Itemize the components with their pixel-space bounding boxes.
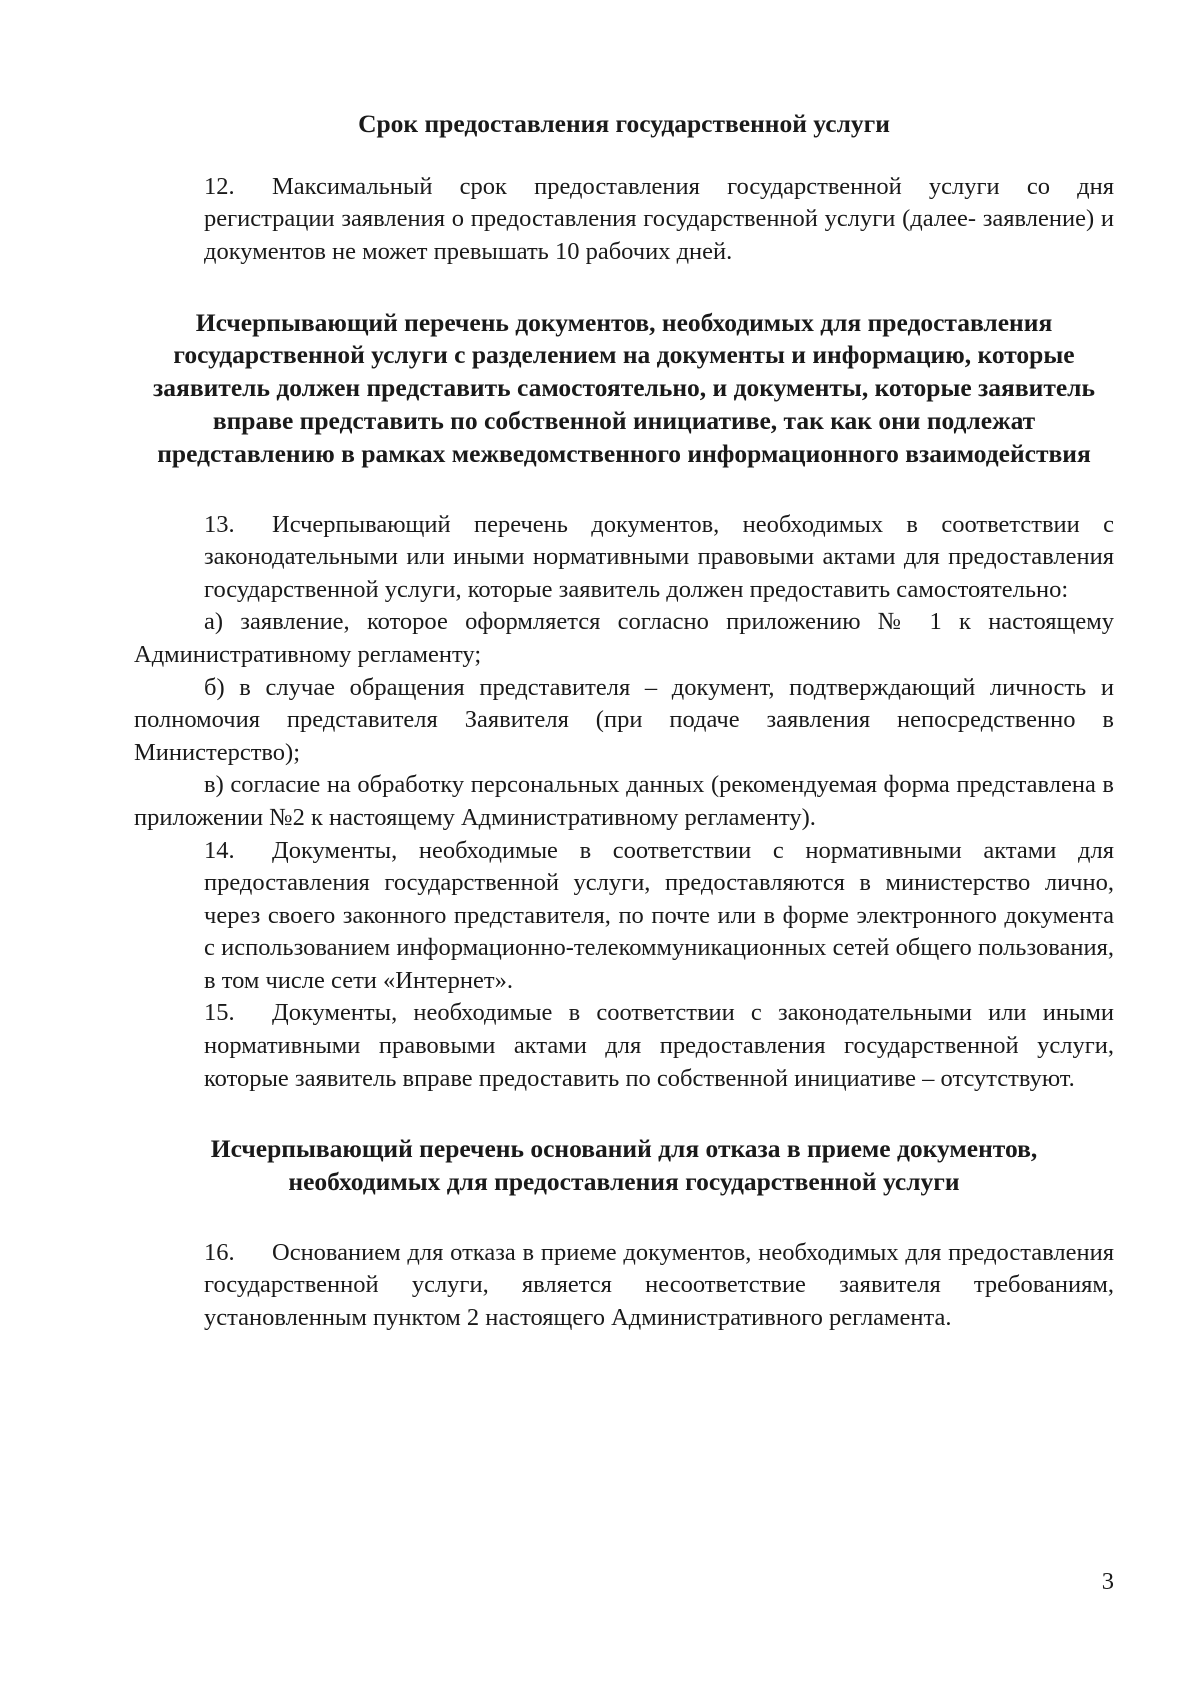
paragraph-number: 13. (204, 510, 235, 538)
paragraph-15 (134, 997, 1114, 1095)
paragraph-number: 12. (204, 172, 235, 200)
paragraph-text: Максимальный срок предоставления государственной услуги со дня регистрации заявления о предоставления государственной услуги (далее- заявление) и документов не может превышать 10 рабочих дней. (204, 172, 1114, 265)
section-heading-term: Срок предоставления государственной услуги (358, 109, 890, 138)
paragraph-number: 14. (204, 836, 235, 864)
paragraph-13 (134, 509, 1114, 607)
paragraph-text: Основанием для отказа в приеме документов, необходимых для предоставления государственной услуги, является несоответствие заявителя требованиям, установленным пунктом 2 настоящего Административного регламента. (204, 1238, 1114, 1332)
page-number: 3 (1101, 1568, 1114, 1595)
subparagraph-13c: в) согласие на обработку персональных данных (рекомендуемая форма представлена в приложении №2 к настоящему Административному регламенту). (134, 771, 1114, 831)
paragraph-16 (134, 1237, 1114, 1335)
subparagraph-13b: б) в случае обращения представителя – документ, подтверждающий личность и полномочия представителя Заявителя (при подаче заявления непосредственно в Министерство); (134, 673, 1114, 766)
section-heading-refusal: Исчерпывающий перечень оснований для отказа в приеме документов, необходимых для предоставления государственной услуги (210, 1134, 1038, 1197)
section-heading-documents: Исчерпывающий перечень документов, необходимых для предоставления государственной услуги с разделением на документы и информацию, которые заявитель должен представить самостоятельно, и документы, которые заявитель вправе представить по собственной инициативе, так как они подлежат представлению в рамках межведомственного информационного взаимодействия (153, 307, 1095, 468)
paragraph-number: 16. (204, 1238, 235, 1266)
paragraph-text: Документы, необходимые в соответствии с нормативными актами для предоставления государственной услуги, предоставляются в министерство лично, через своего законного представителя, по почте или в форме электронного документа с использованием информационно-телекоммуникационных сетей общего пользования, в том числе сети «Интернет». (204, 836, 1114, 994)
paragraph-text: Исчерпывающий перечень документов, необходимых в соответствии с законодательными или иными нормативными правовыми актами для предоставления государственной услуги, которые заявитель должен предоставить самостоятельно: (204, 510, 1114, 603)
paragraph-14 (134, 835, 1114, 998)
paragraph-text: Документы, необходимые в соответствии с законодательными или иными нормативными правовыми актами для предоставления государственной услуги, которые заявитель вправе предоставить по собственной инициативе – отсутствуют. (204, 999, 1114, 1092)
document-body (134, 108, 1114, 1335)
paragraph-12 (134, 171, 1114, 269)
paragraph-number: 15. (204, 999, 235, 1027)
subparagraph-13a: а) заявление, которое оформляется согласно приложению № 1 к настоящему Административному регламенту; (134, 608, 1114, 668)
